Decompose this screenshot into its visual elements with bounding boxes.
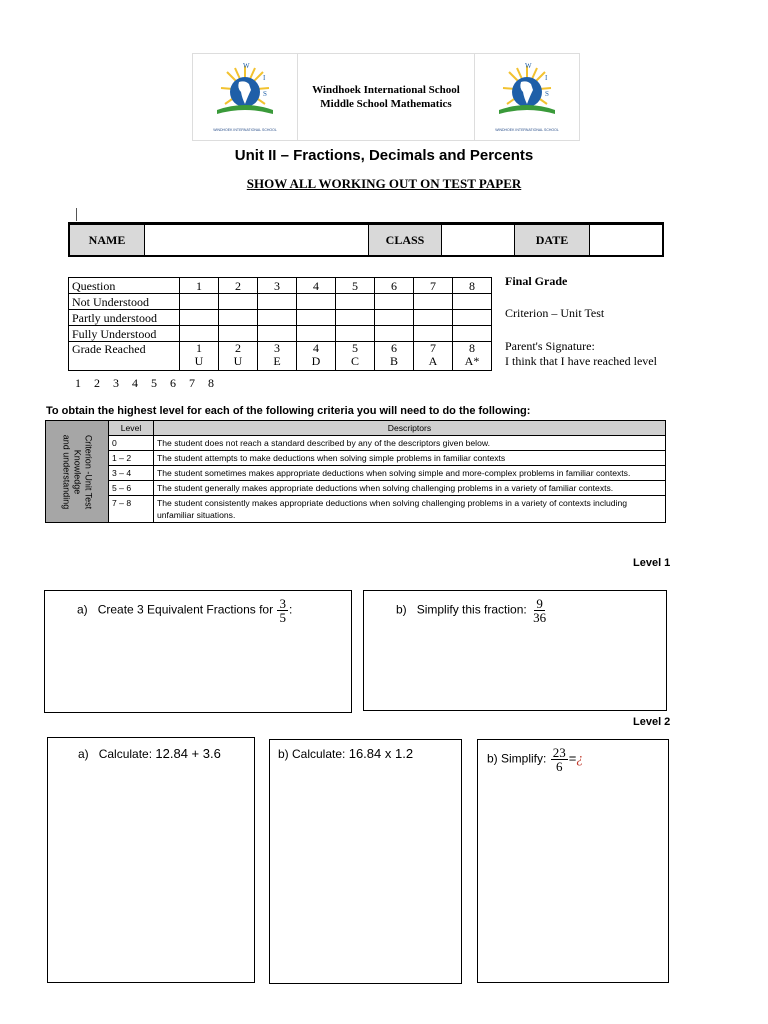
logo-caption: WINDHOEK INTERNATIONAL SCHOOL [495, 128, 559, 132]
check-cell[interactable] [336, 310, 375, 326]
school-logo-right [475, 54, 579, 140]
descriptor-cell: The student attempts to make deductions when solving simple problems in familiar contexts [154, 451, 666, 466]
question-number: 4 [297, 278, 336, 294]
svg-text:S: S [263, 90, 267, 98]
answer-box-1a[interactable] [44, 590, 352, 713]
grade-reached-label: Grade Reached [69, 342, 180, 371]
grade-cell: 4 D [297, 342, 336, 371]
globe-logo-icon [483, 60, 571, 122]
check-cell[interactable] [375, 326, 414, 342]
check-cell[interactable] [453, 326, 492, 342]
svg-text:I: I [263, 74, 266, 82]
level-option[interactable]: 3 [113, 376, 119, 390]
check-cell[interactable] [336, 326, 375, 342]
question-grade-table [68, 277, 492, 371]
check-cell[interactable] [219, 326, 258, 342]
grade-cell: 5 C [336, 342, 375, 371]
check-cell[interactable] [453, 294, 492, 310]
table-row [46, 496, 666, 523]
final-grade-label: Final Grade [505, 274, 568, 288]
answer-box-2a[interactable] [47, 737, 255, 983]
question-number: 1 [180, 278, 219, 294]
check-cell[interactable] [258, 310, 297, 326]
fraction: $\frac{23}{6}$ [552, 745, 566, 774]
criterion-label: Criterion – Unit Test [505, 306, 605, 320]
check-cell[interactable] [258, 294, 297, 310]
descriptor-cell: The student consistently makes appropriate deductions when solving challenging problems in a variety of contexts including unfamiliar situations. [154, 496, 666, 523]
check-cell[interactable] [180, 326, 219, 342]
svg-text:I: I [545, 74, 548, 82]
department-name: Middle School Mathematics [320, 98, 452, 110]
table-row [46, 436, 666, 451]
question-number: 8 [453, 278, 492, 294]
question-header: Question [69, 278, 180, 294]
descriptor-cell: The student does not reach a standard described by any of the descriptors given below. [154, 436, 666, 451]
grade-cell: 3 E [258, 342, 297, 371]
school-header [192, 53, 580, 141]
svg-text:W: W [243, 62, 250, 70]
level-option[interactable]: 6 [170, 376, 176, 390]
level-scale [75, 376, 214, 391]
student-info-row [68, 222, 664, 257]
table-row [69, 278, 492, 294]
name-label: NAME [70, 225, 145, 255]
question-number: 7 [414, 278, 453, 294]
criteria-intro: To obtain the highest level for each of the following criteria you will need to do the following: [46, 405, 531, 417]
level-1-label: Level 1 [633, 557, 671, 569]
check-cell[interactable] [414, 310, 453, 326]
school-name: Windhoek International School [312, 84, 460, 96]
question-number: 6 [375, 278, 414, 294]
fraction: $\frac{3}{5}$ [279, 596, 286, 625]
check-cell[interactable] [414, 294, 453, 310]
criteria-table [45, 420, 666, 523]
school-logo-left [193, 54, 297, 140]
table-row [69, 326, 492, 342]
check-cell[interactable] [219, 310, 258, 326]
check-cell[interactable] [297, 310, 336, 326]
answer-box-2c[interactable] [477, 739, 669, 983]
level-option[interactable]: 7 [189, 376, 195, 390]
table-row [69, 342, 492, 371]
level-header: Level [109, 421, 154, 436]
level-option[interactable]: 4 [132, 376, 138, 390]
page-title: Unit II – Fractions, Decimals and Percents [234, 147, 534, 164]
table-row [69, 294, 492, 310]
parent-signature-label: Parent's Signature: [505, 339, 595, 353]
reached-level-label: I think that I have reached level [505, 354, 657, 368]
question-number: 2 [219, 278, 258, 294]
grade-cell: 7 A [414, 342, 453, 371]
answer-box-1b[interactable] [363, 590, 667, 711]
check-cell[interactable] [453, 310, 492, 326]
grade-cell: 2 U [219, 342, 258, 371]
svg-text:S: S [545, 90, 549, 98]
question-2c: b) Simplify: $\frac{23}{6}$ =¿ [487, 745, 584, 774]
level-2-label: Level 2 [633, 716, 671, 728]
instruction-heading: SHOW ALL WORKING OUT ON TEST PAPER [246, 176, 522, 191]
level-option[interactable]: 1 [75, 376, 81, 390]
check-cell[interactable] [180, 294, 219, 310]
level-cell: 3 – 4 [109, 466, 154, 481]
table-row [46, 421, 666, 436]
row-label: Partly understood [69, 310, 180, 326]
question-2b: b) Calculate: 16.84 x 1.2 [278, 746, 414, 761]
answer-box-2b[interactable] [269, 739, 462, 984]
check-cell[interactable] [297, 326, 336, 342]
level-cell: 5 – 6 [109, 481, 154, 496]
question-number: 5 [336, 278, 375, 294]
check-cell[interactable] [219, 294, 258, 310]
class-label: CLASS [369, 225, 442, 255]
question-number: 3 [258, 278, 297, 294]
table-row [46, 451, 666, 466]
check-cell[interactable] [297, 294, 336, 310]
criterion-side-label: Criterion -Unit Test Knowledge and understanding [46, 421, 109, 523]
grade-cell: 6 B [375, 342, 414, 371]
table-row [69, 310, 492, 326]
question-2a: a) Calculate: 12.84 + 3.6 [78, 746, 221, 761]
grade-cell: 8 A* [453, 342, 492, 371]
row-label: Not Understood [69, 294, 180, 310]
level-option[interactable]: 2 [94, 376, 100, 390]
level-option[interactable]: 8 [208, 376, 214, 390]
svg-text:W: W [525, 62, 532, 70]
school-name-block [297, 54, 475, 140]
level-option[interactable]: 5 [151, 376, 157, 390]
descriptor-cell: The student sometimes makes appropriate deductions when solving simple and more-complex problems in familiar contexts. [154, 466, 666, 481]
class-field[interactable] [442, 225, 515, 255]
answer-mark: ¿ [576, 751, 584, 767]
check-cell[interactable] [375, 310, 414, 326]
row-label: Fully Understood [69, 326, 180, 342]
check-cell[interactable] [375, 294, 414, 310]
table-row [46, 466, 666, 481]
date-field[interactable] [590, 225, 660, 255]
question-1b: b) Simplify this fraction: $\frac{9}{36}$ [396, 596, 547, 625]
date-label: DATE [515, 225, 590, 255]
text-cursor [76, 208, 77, 221]
descriptor-header: Descriptors [154, 421, 666, 436]
level-cell: 0 [109, 436, 154, 451]
table-row [46, 481, 666, 496]
level-cell: 7 – 8 [109, 496, 154, 523]
fraction: $\frac{9}{36}$ [533, 596, 547, 625]
check-cell[interactable] [336, 294, 375, 310]
grade-cell: 1 U [180, 342, 219, 371]
globe-logo-icon [201, 60, 289, 122]
descriptor-cell: The student generally makes appropriate deductions when solving challenging problems in a variety of familiar contexts. [154, 481, 666, 496]
level-cell: 1 – 2 [109, 451, 154, 466]
logo-caption: WINDHOEK INTERNATIONAL SCHOOL [213, 128, 277, 132]
check-cell[interactable] [414, 326, 453, 342]
question-1a: a) Create 3 Equivalent Fractions for $\frac{3}{5}$ : [77, 596, 293, 625]
check-cell[interactable] [180, 310, 219, 326]
name-field[interactable] [145, 225, 369, 255]
check-cell[interactable] [258, 326, 297, 342]
